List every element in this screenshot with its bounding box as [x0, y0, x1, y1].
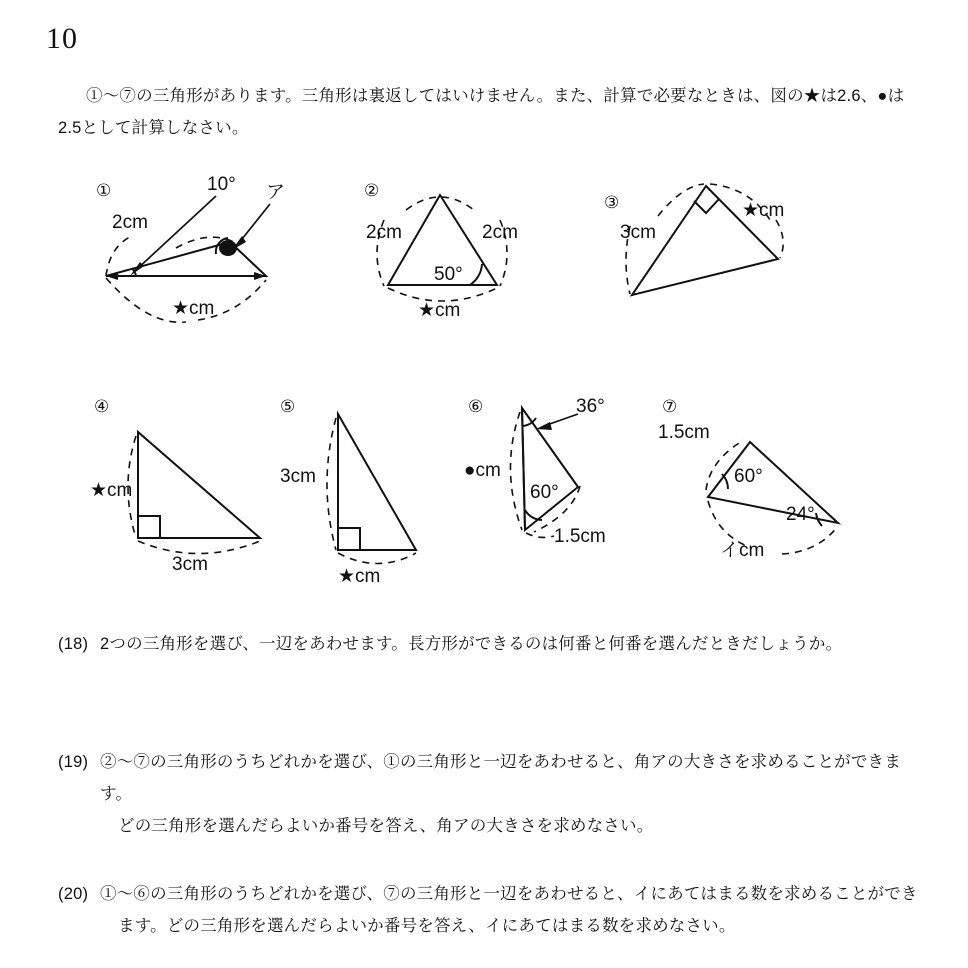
question-18-line-1: 2つの三角形を選び、一辺をあわせます。長方形ができるのは何番と何番を選んだときだしょうか。: [100, 635, 843, 653]
figure-1-side-left-label: 2cm: [112, 212, 148, 233]
figure-3-side-right-label: ★cm: [742, 200, 785, 221]
figure-6: [462, 390, 652, 565]
figure-1: [88, 168, 318, 328]
figure-7-angle-right-label: 24°: [786, 504, 815, 525]
figure-5-side-base-label: ★cm: [338, 566, 381, 587]
figure-7: [656, 390, 886, 570]
question-20-line-1: ①～⑥の三角形のうちどれかを選び、⑦の三角形と一辺をあわせると、イにあてはまる数を求めることができ: [100, 885, 918, 903]
figure-1-angle-label: 10°: [207, 174, 236, 195]
figure-2-base-label: ★cm: [418, 300, 461, 321]
figures-area: [0, 168, 968, 608]
figure-6-side-left-label: ●cm: [464, 460, 501, 481]
figure-7-marker: ⑦: [662, 397, 678, 416]
figure-1-vertex-mark-label: ア: [266, 182, 286, 203]
figure-7-angle-left-label: 60°: [734, 466, 763, 487]
question-20-number: (20): [58, 885, 89, 903]
figure-4-side-base-label: 3cm: [172, 554, 208, 575]
question-18: [58, 628, 938, 660]
figure-4-side-vertical-label: ★cm: [90, 480, 133, 501]
intro-line-1: ①～⑦の三角形があります。三角形は裏返してはいけません。また、計算で必要なときは、図の★は2.6、●は: [86, 87, 905, 105]
question-18-number: (18): [58, 635, 89, 653]
figure-5-marker: ⑤: [280, 397, 296, 416]
figure-3-side-left-label: 3cm: [620, 222, 656, 243]
figure-2-side-left-label: 2cm: [366, 222, 402, 243]
figure-6-angle-top-label: 36°: [576, 396, 605, 417]
figure-7-side-left-label: 1.5cm: [658, 422, 710, 443]
question-19: [58, 746, 938, 843]
question-19-line-1: ②～⑦の三角形のうちどれかを選び、①の三角形と一辺をあわせると、角アの大きさを求めることができます。: [100, 753, 901, 804]
figure-2: [362, 168, 562, 328]
figure-2-marker: ②: [364, 181, 380, 200]
figure-4: [88, 390, 298, 580]
figure-7-side-base-label: イcm: [720, 540, 765, 561]
figure-3: [600, 168, 830, 328]
question-20: [58, 878, 938, 942]
figure-5-side-vertical-label: 3cm: [280, 466, 316, 487]
question-20-line-2: ます。どの三角形を選んだらよいか番号を答え、イにあてはまる数を求めなさい。: [118, 917, 736, 936]
figure-6-angle-bottom-label: 60°: [530, 482, 559, 503]
figure-1-base-label: ★cm: [172, 298, 215, 319]
figure-1-marker: ①: [96, 181, 112, 200]
intro-line-2: 2.5として計算しなさい。: [58, 119, 249, 138]
figure-3-marker: ③: [604, 193, 620, 212]
figure-6-marker: ⑥: [468, 397, 484, 416]
figure-6-side-base-label: 1.5cm: [554, 526, 606, 547]
figure-2-angle-label: 50°: [434, 264, 463, 285]
question-19-number: (19): [58, 753, 89, 771]
figure-2-side-right-label: 2cm: [482, 222, 518, 243]
figure-4-marker: ④: [94, 397, 110, 416]
intro-paragraph: [58, 80, 938, 144]
question-19-line-2: どの三角形を選んだらよいか番号を答え、角アの大きさを求めなさい。: [118, 817, 654, 836]
page-title: 10: [46, 22, 78, 55]
figure-5: [276, 390, 476, 590]
